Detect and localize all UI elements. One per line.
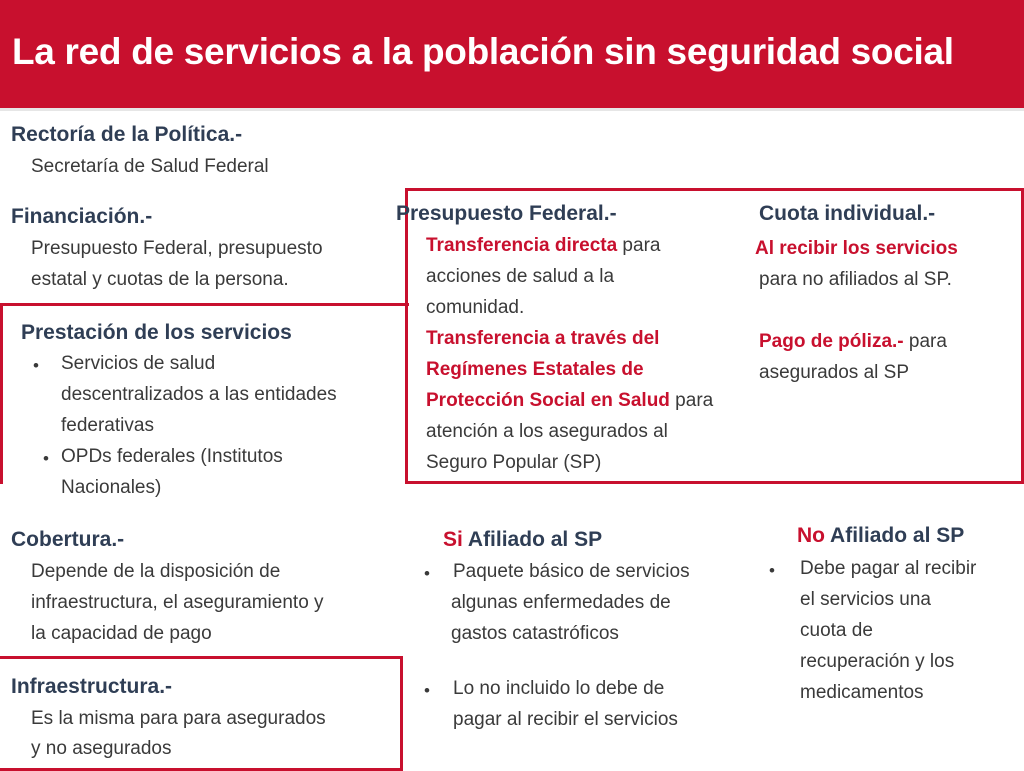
infraestructura-line: Es la misma para para asegurados bbox=[31, 708, 326, 729]
presupuesto-text: para bbox=[617, 235, 661, 256]
afiliado-bullet-line: gastos catastróficos bbox=[451, 623, 619, 644]
prestacion-heading: Prestación de los servicios bbox=[21, 321, 292, 344]
afiliado-heading-text: Afiliado al SP bbox=[462, 528, 603, 551]
presupuesto-line: Seguro Popular (SP) bbox=[426, 452, 602, 473]
no-afiliado-prefix: No bbox=[797, 524, 825, 547]
presupuesto-line: atención a los asegurados al bbox=[426, 421, 668, 442]
prestacion-bullet-line: federativas bbox=[61, 415, 154, 436]
prestacion-bullet-line: OPDs federales (Institutos bbox=[61, 446, 283, 467]
rectoria-heading: Rectoría de la Política.- bbox=[11, 123, 243, 146]
poliza-red-text: Pago de póliza.- bbox=[759, 331, 904, 352]
bullet-icon: • bbox=[33, 356, 39, 375]
afiliado-heading bbox=[443, 528, 602, 552]
cobertura-line: la capacidad de pago bbox=[31, 623, 212, 644]
presupuesto-line bbox=[426, 385, 713, 416]
cuota-line bbox=[759, 326, 947, 357]
bullet-icon: • bbox=[43, 449, 49, 468]
poliza-text: para bbox=[903, 331, 947, 352]
presupuesto-line: acciones de salud a la bbox=[426, 266, 615, 287]
cobertura-heading: Cobertura.- bbox=[11, 528, 125, 551]
cobertura-line: Depende de la disposición de bbox=[31, 561, 281, 582]
presupuesto-red-text: Protección Social en Salud bbox=[426, 390, 670, 411]
slide-title: La red de servicios a la población sin seguridad social bbox=[12, 31, 954, 72]
afiliado-bullet-line: Paquete básico de servicios bbox=[453, 561, 690, 582]
presupuesto-red-text: Transferencia directa bbox=[426, 235, 618, 256]
cuota-line: para no afiliados al SP. bbox=[759, 269, 952, 290]
cobertura-line: infraestructura, el aseguramiento y bbox=[31, 592, 324, 613]
prestacion-bullet-line: Servicios de salud bbox=[61, 353, 216, 374]
title-divider bbox=[0, 108, 1024, 111]
prestacion-bullet-line: descentralizados a las entidades bbox=[61, 384, 337, 405]
afiliado-bullet-line: Lo no incluido lo debe de bbox=[453, 678, 665, 699]
prestacion-bullet-line: Nacionales) bbox=[61, 477, 162, 498]
no-afiliado-bullet-line: Debe pagar al recibir bbox=[800, 558, 977, 579]
financiacion-heading: Financiación.- bbox=[11, 205, 153, 228]
infraestructura-line: y no asegurados bbox=[31, 738, 172, 759]
no-afiliado-bullet-line: el servicios una bbox=[800, 589, 931, 610]
financiacion-line: Presupuesto Federal, presupuesto bbox=[31, 238, 323, 259]
no-afiliado-heading-text: Afiliado al SP bbox=[825, 524, 965, 547]
cuota-heading: Cuota individual.- bbox=[759, 202, 936, 225]
presupuesto-red-line: Transferencia a través del bbox=[426, 328, 660, 349]
cuota-line: asegurados al SP bbox=[759, 362, 909, 383]
no-afiliado-heading bbox=[797, 524, 964, 548]
no-afiliado-bullet-line: recuperación y los bbox=[800, 651, 955, 672]
presupuesto-line: comunidad. bbox=[426, 297, 525, 318]
presupuesto-line bbox=[426, 230, 660, 261]
afiliado-bullet-line: algunas enfermedades de bbox=[451, 592, 671, 613]
rectoria-text: Secretaría de Salud Federal bbox=[31, 156, 269, 177]
bullet-icon: • bbox=[424, 564, 430, 583]
cuota-red-line: Al recibir los servicios bbox=[755, 238, 958, 259]
presupuesto-heading: Presupuesto Federal.- bbox=[396, 202, 617, 225]
bullet-icon: • bbox=[424, 681, 430, 700]
no-afiliado-bullet-line: cuota de bbox=[800, 620, 873, 641]
presupuesto-red-line: Regímenes Estatales de bbox=[426, 359, 644, 380]
no-afiliado-bullet-line: medicamentos bbox=[800, 682, 924, 703]
infraestructura-heading: Infraestructura.- bbox=[11, 675, 173, 698]
afiliado-prefix: Si bbox=[443, 528, 463, 551]
bullet-icon: • bbox=[769, 561, 775, 580]
presupuesto-text: para bbox=[669, 390, 714, 411]
financiacion-line: estatal y cuotas de la persona. bbox=[31, 269, 289, 290]
afiliado-bullet-line: pagar al recibir el servicios bbox=[453, 709, 678, 730]
